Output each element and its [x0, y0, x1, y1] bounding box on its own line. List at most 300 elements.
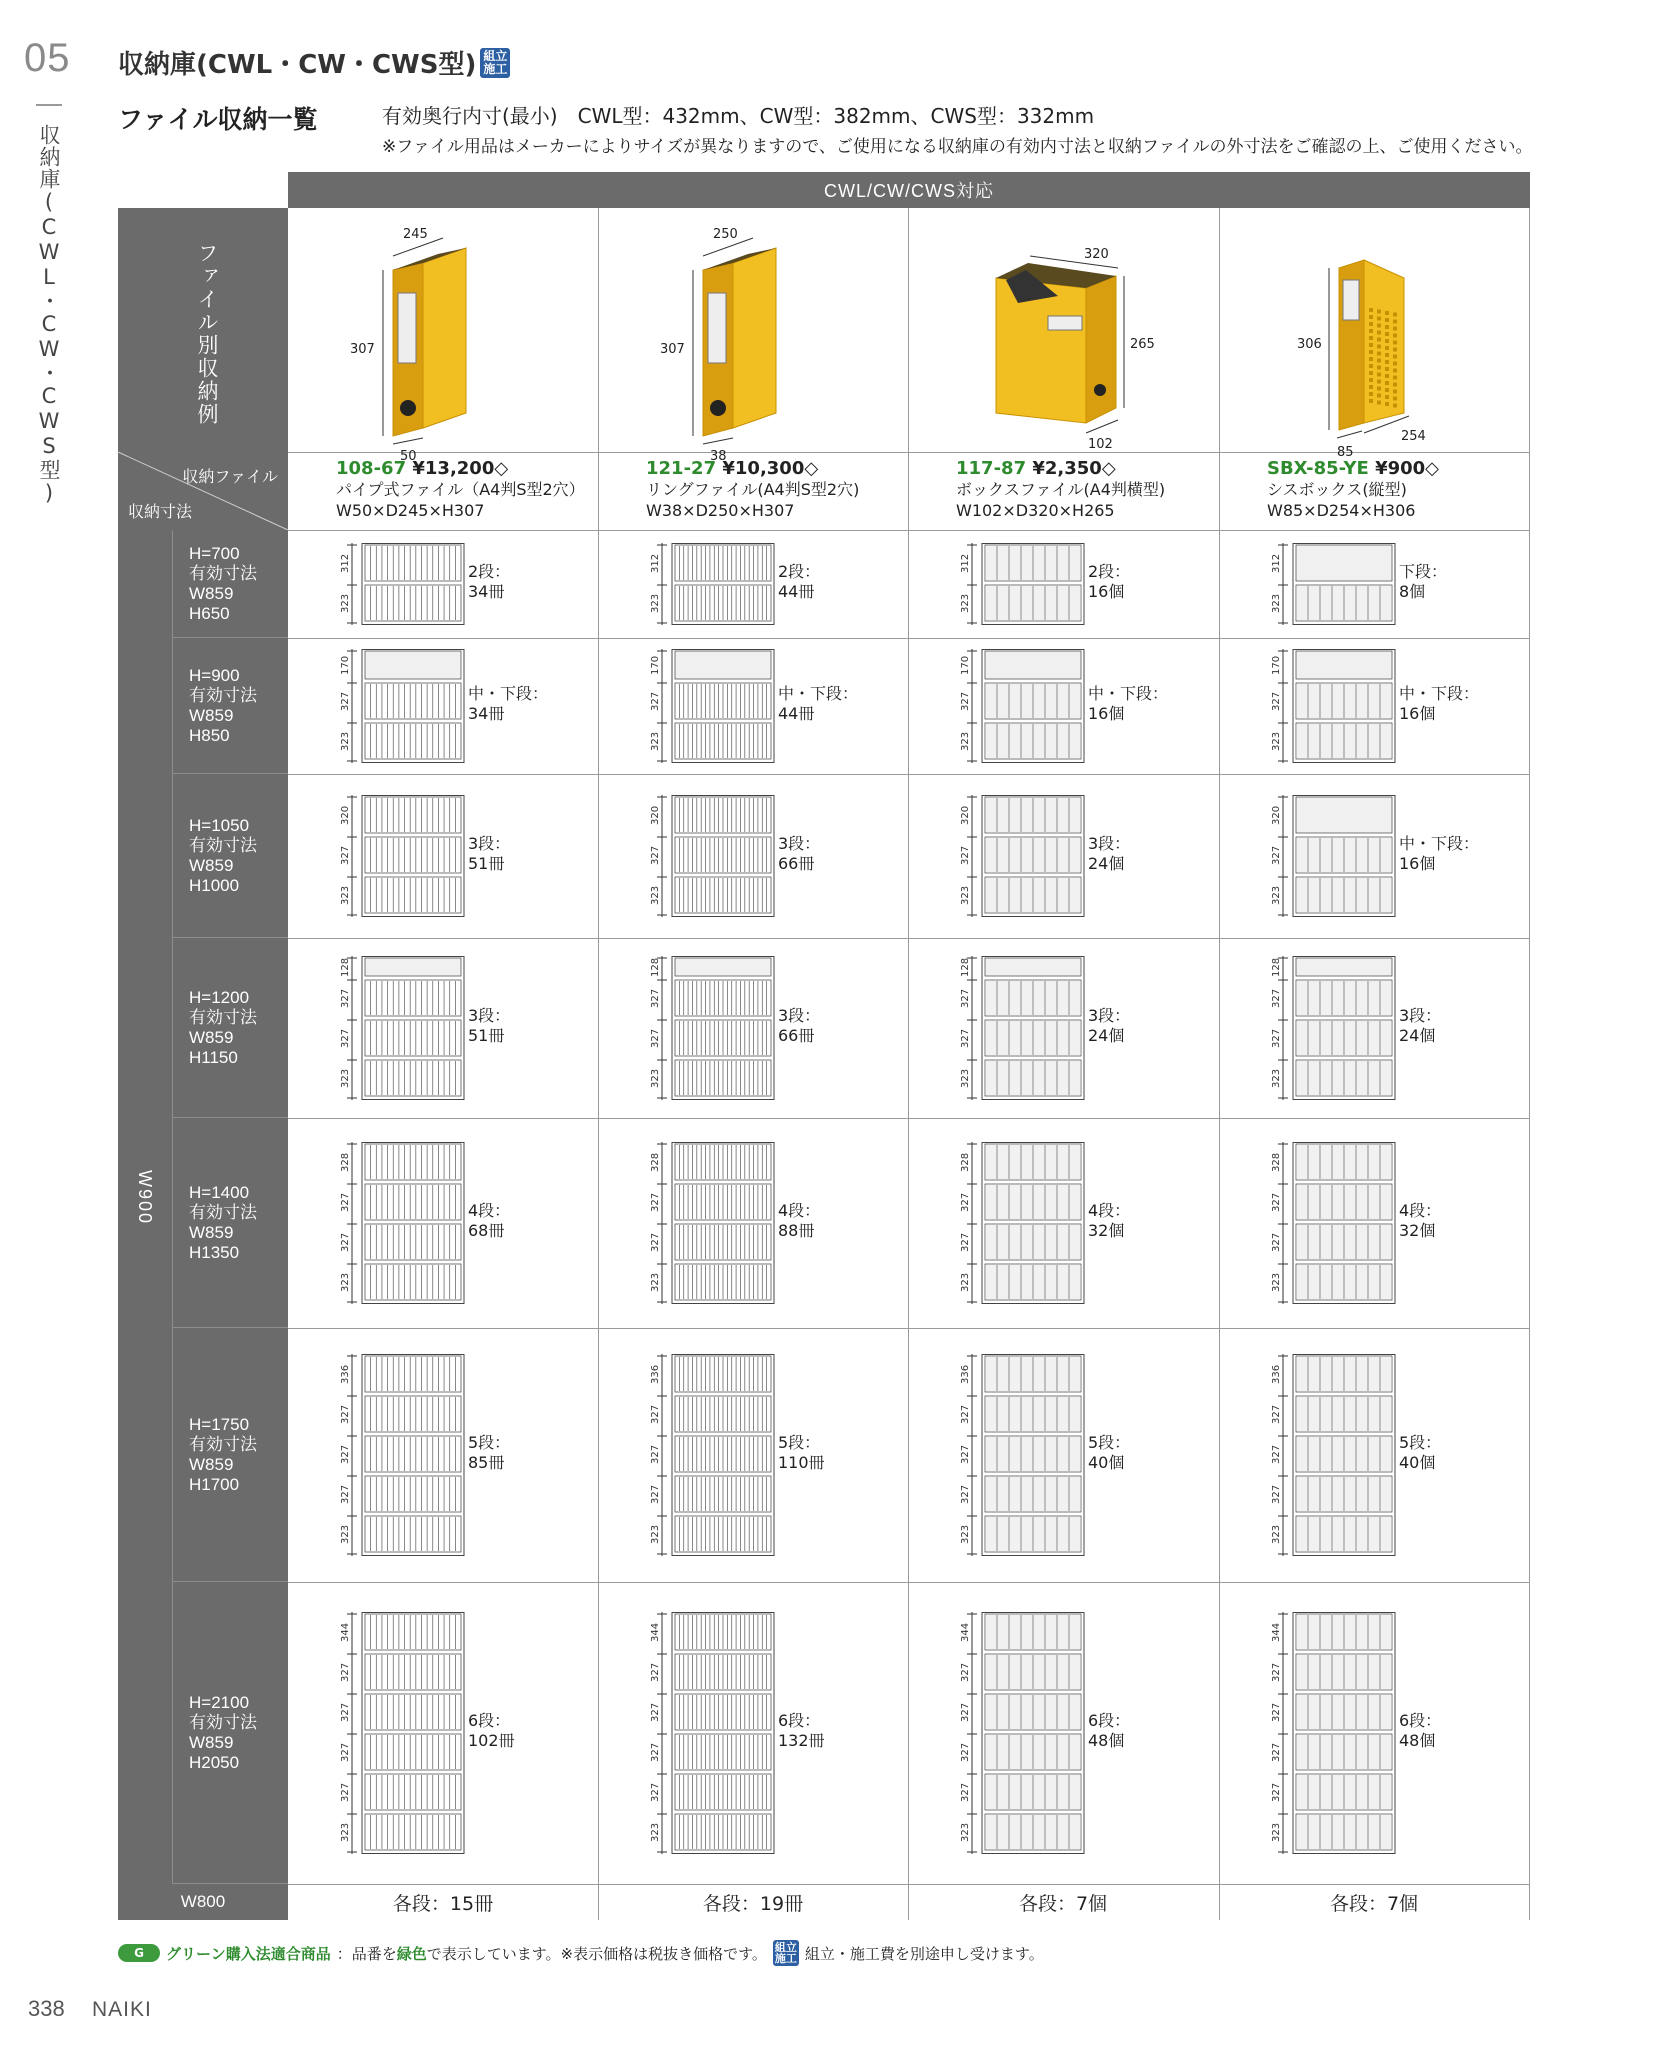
shelf-dim-label: 323: [340, 731, 351, 751]
capacity-count: 40個: [1399, 1453, 1436, 1472]
capacity-tiers: 6段：: [1399, 1711, 1442, 1730]
box-fill: [985, 798, 1081, 832]
shelf-tier: [365, 1356, 461, 1392]
shelf-dim-label: 327: [1271, 845, 1282, 865]
shelf-tier: [365, 1144, 461, 1180]
shelf-dim-label: 323: [650, 1272, 661, 1292]
box-fill: [1296, 1735, 1392, 1769]
example-label: ファイル別収納例: [195, 242, 219, 426]
shelf-dim-label: 344: [650, 1622, 661, 1642]
row-label-line: 有効寸法: [189, 1712, 257, 1732]
box-fill: [985, 586, 1081, 620]
shelf-dim-label: 327: [960, 1662, 971, 1682]
capacity-label: [468, 1006, 510, 1046]
shelf-dim-label: 327: [650, 1782, 661, 1802]
shelf-dim-label: 327: [340, 845, 351, 865]
product-price: ¥900: [1375, 458, 1426, 479]
sysbox-hole: [1385, 325, 1389, 329]
capacity-label: [468, 684, 548, 724]
box-fill: [985, 1815, 1081, 1849]
row-label-line: W859: [189, 1454, 234, 1474]
shelf-svg: [1267, 1142, 1397, 1304]
capacity-count: 44冊: [778, 704, 815, 723]
capacity-label: [468, 1711, 515, 1751]
row-label-line: 有効寸法: [189, 1434, 257, 1454]
shelf-dim-label: 323: [1271, 1272, 1282, 1292]
sysbox-hole: [1385, 367, 1389, 371]
shelf-dim-label: 327: [650, 1662, 661, 1682]
box-fill: [1296, 1021, 1392, 1055]
product-illustration: [908, 208, 1218, 452]
sysbox-hole: [1393, 369, 1397, 373]
sysbox-hole: [1393, 376, 1397, 380]
shelf-dim-label: 327: [1271, 1782, 1282, 1802]
shelf-dim-label: 327: [650, 1404, 661, 1424]
shelf-dim-label: 327: [960, 1702, 971, 1722]
empty-shelf: [365, 651, 461, 679]
capacity-count: 24個: [1088, 854, 1125, 873]
row-divider: [288, 774, 1530, 775]
shelf-diagram: [646, 1354, 776, 1556]
row-label-line: H=900: [189, 665, 240, 685]
shelf-dim-label: 327: [960, 988, 971, 1008]
capacity-count: 24個: [1088, 1026, 1125, 1045]
capacity-tiers: 中・下段：: [778, 684, 859, 703]
box-fill: [1296, 684, 1392, 718]
shelf-dim-label: 327: [340, 1444, 351, 1464]
dim-width: 38: [710, 449, 727, 464]
capacity-tiers: 3段：: [468, 834, 511, 853]
sysbox-hole: [1385, 332, 1389, 336]
empty-shelf: [1296, 958, 1392, 976]
shelf-dim-label: 327: [340, 1404, 351, 1424]
shelf-tier: [365, 1734, 461, 1770]
dim-depth: 245: [403, 227, 428, 242]
box-fill: [1296, 1061, 1392, 1095]
green-purchase-icon: G: [118, 1944, 160, 1962]
shelf-dim-label: 323: [650, 731, 661, 751]
shelf-tier: [365, 877, 461, 913]
width-w900-cell: [118, 530, 172, 1884]
binder-cover: [423, 248, 466, 428]
capacity-label: [778, 1201, 820, 1241]
shelf-dim-label: 328: [960, 1152, 971, 1172]
dim-width: 102: [1088, 437, 1113, 452]
shelf-dim-label: 323: [650, 885, 661, 905]
capacity-tiers: 5段：: [468, 1433, 511, 1452]
shelf-dim-label: 327: [960, 1404, 971, 1424]
product-code: SBX-85-YE: [1267, 458, 1369, 479]
product-name: ボックスファイル(A4判横型): [956, 480, 1166, 499]
sysbox-hole: [1369, 399, 1373, 403]
shelf-dim-label: 327: [650, 1028, 661, 1048]
product-image-1: [288, 208, 598, 464]
column-divider: [1219, 208, 1220, 1920]
sysbox-hole: [1385, 402, 1389, 406]
capacity-label: [778, 1006, 820, 1046]
capacity-tiers: 下段：: [1399, 562, 1448, 581]
empty-shelf: [1296, 651, 1392, 679]
shelf-dim-label: 323: [650, 1068, 661, 1088]
shelf-dim-label: 327: [1271, 691, 1282, 711]
shelf-dim-label: 128: [340, 957, 351, 977]
shelf-dim-label: 327: [1271, 1702, 1282, 1722]
shelf-diagram: [336, 795, 466, 917]
example-label-cell: [118, 208, 288, 452]
capacity-label: [1399, 1433, 1441, 1473]
shelf-dim-label: 323: [960, 885, 971, 905]
shelf-svg: [646, 795, 776, 917]
shelf-dim-label: 170: [340, 655, 351, 675]
row-label-line: W859: [189, 855, 234, 875]
capacity-count: 32個: [1399, 1221, 1436, 1240]
capacity-count: 68冊: [468, 1221, 505, 1240]
capacity-tiers: 4段：: [1088, 1201, 1131, 1220]
shelf-diagram: [956, 649, 1086, 763]
shelf-dim-label: 312: [340, 553, 351, 573]
shelf-dim-label: 327: [960, 1444, 971, 1464]
shelf-dim-label: 323: [340, 885, 351, 905]
shelf-dim-label: 323: [340, 1068, 351, 1088]
capacity-count: 8個: [1399, 582, 1426, 601]
capacity-label: [1088, 684, 1168, 724]
row-label-line: W859: [189, 1222, 234, 1242]
box-fill: [1296, 724, 1392, 758]
sysbox-hole: [1377, 317, 1381, 321]
empty-shelf: [1296, 545, 1392, 581]
section-number: 05: [24, 36, 71, 80]
row-label-line: W859: [189, 1027, 234, 1047]
box-fill: [985, 1775, 1081, 1809]
w800-capacity: 各段：15冊: [392, 1892, 494, 1915]
sysbox-hole: [1369, 315, 1373, 319]
shelf-dim-label: 336: [340, 1364, 351, 1384]
shelf-dim-label: 323: [650, 1822, 661, 1842]
sysbox-hole: [1369, 343, 1373, 347]
capacity-tiers: 5段：: [1088, 1433, 1131, 1452]
box-fill: [1296, 1265, 1392, 1299]
shelf-dim-label: 327: [340, 691, 351, 711]
sysbox-hole: [1385, 311, 1389, 315]
shelf-diagram: [336, 956, 466, 1100]
shelf-dim-label: 327: [650, 1444, 661, 1464]
shelf-dim-label: 327: [650, 845, 661, 865]
capacity-count: 51冊: [468, 1026, 505, 1045]
shelf-dim-label: 327: [650, 1702, 661, 1722]
sysbox-hole: [1385, 346, 1389, 350]
shelf-diagram: [336, 1612, 466, 1854]
sysbox-hole: [1393, 362, 1397, 366]
capacity-count: 88冊: [778, 1221, 815, 1240]
box-fill: [1296, 1437, 1392, 1471]
shelf-dim-label: 312: [650, 553, 661, 573]
sysbox-hole: [1393, 390, 1397, 394]
product-code: 121-27: [646, 458, 717, 479]
box-fill: [1296, 1145, 1392, 1179]
shelf-diagram: [956, 1142, 1086, 1304]
capacity-tiers: 4段：: [468, 1201, 511, 1220]
box-fill: [1296, 838, 1392, 872]
dim-height: 306: [1297, 337, 1322, 352]
shelf-diagram: [1267, 649, 1397, 763]
capacity-label: [1399, 562, 1447, 602]
capacity-tiers: 3段：: [468, 1006, 511, 1025]
capacity-label: [1399, 684, 1479, 724]
shelf-dim-label: 320: [1271, 805, 1282, 825]
shelf-dim-label: 323: [1271, 885, 1282, 905]
footer-text-3: 組立・施工費を別途申し受けます。: [804, 1944, 1044, 1963]
shelf-dim-label: 323: [340, 593, 351, 613]
dim-depth: 250: [713, 227, 738, 242]
box-fill: [985, 684, 1081, 718]
shelf-dim-label: 327: [340, 1742, 351, 1762]
capacity-tiers: 2段：: [1088, 562, 1131, 581]
sysbox-side: [1364, 260, 1404, 423]
row-label-h-1200: [172, 938, 288, 1118]
shelf-dim-label: 327: [1271, 1484, 1282, 1504]
brand-name: NAIKI: [92, 1998, 152, 2021]
dim-width: 85: [1337, 445, 1354, 460]
page-title: [118, 44, 510, 81]
box-fill: [1296, 1815, 1392, 1849]
shelf-svg: [336, 1354, 466, 1556]
w800-capacity: 各段：19冊: [702, 1892, 804, 1915]
product-mark: ◇: [494, 458, 509, 479]
box-fill: [1296, 1655, 1392, 1689]
capacity-count: 85冊: [468, 1453, 505, 1472]
row-label-line: H=1050: [189, 815, 250, 835]
row-label-h-2100: [172, 1582, 288, 1884]
box-finger-hole: [1094, 384, 1106, 396]
box-fill: [985, 1517, 1081, 1551]
shelf-diagram: [646, 543, 776, 625]
box-label: [1048, 316, 1082, 330]
caution-note: ※ファイル用品はメーカーによりサイズが異なりますので、ご使用になる収納庫の有効内寸法と収納ファイルの外寸法をご確認の上、ご使用ください。: [382, 137, 1533, 157]
capacity-label: [778, 834, 820, 874]
row-divider: [288, 530, 1530, 531]
shelf-dim-label: 327: [1271, 1444, 1282, 1464]
footer-assembly-badge: 組立 施工: [774, 1941, 797, 1965]
row-label-line: 有効寸法: [189, 835, 257, 855]
product-info-2: [646, 458, 859, 521]
side-section-title: 収納庫(CWL・CW・CWS型): [37, 124, 61, 506]
shelf-svg: [336, 1612, 466, 1854]
product-image-3: [908, 208, 1218, 452]
shelf-diagram: [646, 649, 776, 763]
capacity-count: 16個: [1399, 854, 1436, 873]
binder-label-window: [708, 293, 726, 363]
capacity-count: 32個: [1088, 1221, 1125, 1240]
box-fill: [1296, 1775, 1392, 1809]
box-fill: [1296, 981, 1392, 1015]
sysbox-hole: [1393, 404, 1397, 408]
capacity-count: 16個: [1088, 582, 1125, 601]
product-info-1: [336, 458, 585, 521]
shelf-dim-label: 327: [650, 988, 661, 1008]
shelf-svg: [956, 1354, 1086, 1556]
shelf-diagram: [336, 1142, 466, 1304]
capacity-count: 132冊: [778, 1731, 825, 1750]
capacity-label: [1399, 1201, 1441, 1241]
binder-cover: [733, 248, 776, 428]
shelf-tier: [365, 585, 461, 621]
shelf-diagram: [646, 1142, 776, 1304]
shelf-svg: [646, 1612, 776, 1854]
sysbox-hole: [1377, 310, 1381, 314]
product-code: 117-87: [956, 458, 1027, 479]
dim-width: 50: [400, 449, 417, 464]
shelf-dim-label: 323: [340, 1524, 351, 1544]
sysbox-hole: [1377, 366, 1381, 370]
box-fill: [1296, 1357, 1392, 1391]
sysbox-hole: [1393, 355, 1397, 359]
shelf-svg: [1267, 795, 1397, 917]
shelf-dim-label: 170: [960, 655, 971, 675]
diag-bottom-label: 収納寸法: [128, 502, 193, 521]
sysbox-hole: [1393, 397, 1397, 401]
sysbox-hole: [1385, 374, 1389, 378]
shelf-dim-label: 327: [340, 1192, 351, 1212]
row-divider: [288, 1582, 1530, 1583]
product-name: シスボックス(縦型): [1267, 480, 1407, 499]
shelf-dim-label: 327: [1271, 1232, 1282, 1252]
capacity-tiers: 中・下段：: [468, 684, 549, 703]
shelf-tier: [365, 1184, 461, 1220]
shelf-dim-label: 328: [650, 1152, 661, 1172]
shelf-tier: [365, 1694, 461, 1730]
shelf-dim-label: 323: [960, 1524, 971, 1544]
empty-shelf: [985, 651, 1081, 679]
box-fill: [985, 1185, 1081, 1219]
sysbox-hole: [1385, 353, 1389, 357]
shelf-tier: [365, 1614, 461, 1650]
row-label-line: H1000: [189, 875, 240, 895]
sysbox-hole: [1377, 394, 1381, 398]
shelf-svg: [956, 1612, 1086, 1854]
sysbox-hole: [1369, 308, 1373, 312]
sysbox-hole: [1377, 359, 1381, 363]
shelf-diagram: [1267, 1142, 1397, 1304]
box-fill: [1296, 878, 1392, 912]
shelf-dim-label: 327: [650, 691, 661, 711]
shelf-dim-label: 323: [960, 1272, 971, 1292]
sysbox-hole: [1385, 381, 1389, 385]
row-label-line: W859: [189, 705, 234, 725]
shelf-dim-label: 327: [960, 1232, 971, 1252]
capacity-count: 66冊: [778, 854, 815, 873]
product-illustration: [1219, 208, 1529, 460]
row-label-line: H1700: [189, 1474, 240, 1494]
section-rule: [36, 104, 62, 106]
box-fill: [985, 838, 1081, 872]
box-fill: [1296, 1517, 1392, 1551]
capacity-label: [778, 1711, 825, 1751]
shelf-dim-label: 323: [960, 731, 971, 751]
capacity-label: [1088, 1433, 1130, 1473]
product-name: パイプ式ファイル（A4判S型2穴）: [336, 480, 585, 499]
row-label-line: H=1750: [189, 1414, 250, 1434]
capacity-tiers: 6段：: [1088, 1711, 1131, 1730]
shelf-tier: [365, 1264, 461, 1300]
capacity-tiers: 3段：: [1399, 1006, 1442, 1025]
column-divider: [908, 208, 909, 1920]
shelf-tier: [365, 1654, 461, 1690]
shelf-svg: [1267, 543, 1397, 625]
row-label-line: H2050: [189, 1752, 240, 1772]
product-mark: ◇: [804, 458, 819, 479]
sysbox-hole: [1385, 388, 1389, 392]
sysbox-hole: [1369, 329, 1373, 333]
shelf-svg: [646, 649, 776, 763]
product-price: ¥2,350: [1032, 458, 1102, 479]
shelf-svg: [646, 1142, 776, 1304]
shelf-tier: [365, 1020, 461, 1056]
capacity-count: 34冊: [468, 582, 505, 601]
shelf-dim-label: 327: [960, 1782, 971, 1802]
capacity-label: [1088, 562, 1130, 602]
sysbox-hole: [1377, 345, 1381, 349]
row-divider: [288, 1118, 1530, 1119]
row-label-line: W859: [189, 1732, 234, 1752]
product-price: ¥13,200: [412, 458, 495, 479]
product-size: W38×D250×H307: [646, 501, 795, 520]
dim-height: 307: [660, 342, 685, 357]
row-divider: [288, 638, 1530, 639]
shelf-svg: [336, 956, 466, 1100]
box-fill: [985, 1477, 1081, 1511]
sysbox-hole: [1369, 385, 1373, 389]
dim-line: [1337, 431, 1362, 438]
shelf-dim-label: 323: [1271, 1822, 1282, 1842]
w800-capacity: 各段：7個: [1329, 1892, 1419, 1915]
dim-height: 265: [1130, 337, 1155, 352]
box-fill: [1296, 586, 1392, 620]
shelf-dim-label: 327: [340, 1484, 351, 1504]
shelf-dim-label: 128: [1271, 957, 1282, 977]
shelf-svg: [1267, 1354, 1397, 1556]
sysbox-hole: [1369, 357, 1373, 361]
sysbox-hole: [1393, 320, 1397, 324]
sysbox-hole: [1385, 360, 1389, 364]
row-label-line: 有効寸法: [189, 685, 257, 705]
row-label-h-700: [172, 530, 288, 638]
capacity-label: [1088, 1711, 1130, 1751]
shelf-dim-label: 323: [340, 1272, 351, 1292]
width-w900-label: W900: [135, 1170, 155, 1226]
box-side: [1086, 276, 1116, 423]
green-label: グリーン購入法適合商品: [166, 1944, 331, 1963]
shelf-diagram: [1267, 795, 1397, 917]
shelf-dim-label: 327: [340, 988, 351, 1008]
shelf-diagram: [956, 956, 1086, 1100]
empty-shelf: [675, 958, 771, 976]
product-name: リングファイル(A4判S型2穴): [646, 480, 860, 499]
empty-shelf: [675, 651, 771, 679]
shelf-svg: [1267, 956, 1397, 1100]
shelf-tier: [365, 1814, 461, 1850]
shelf-dim-label: 327: [960, 1192, 971, 1212]
capacity-tiers: 3段：: [778, 834, 821, 853]
sysbox-hole: [1393, 327, 1397, 331]
shelf-dim-label: 170: [650, 655, 661, 675]
dim-depth: 320: [1084, 247, 1109, 262]
box-fill: [1296, 1185, 1392, 1219]
shelf-svg: [956, 1142, 1086, 1304]
capacity-tiers: 4段：: [1399, 1201, 1442, 1220]
product-size: W85×D254×H306: [1267, 501, 1416, 520]
shelf-tier: [365, 980, 461, 1016]
box-fill: [985, 724, 1081, 758]
